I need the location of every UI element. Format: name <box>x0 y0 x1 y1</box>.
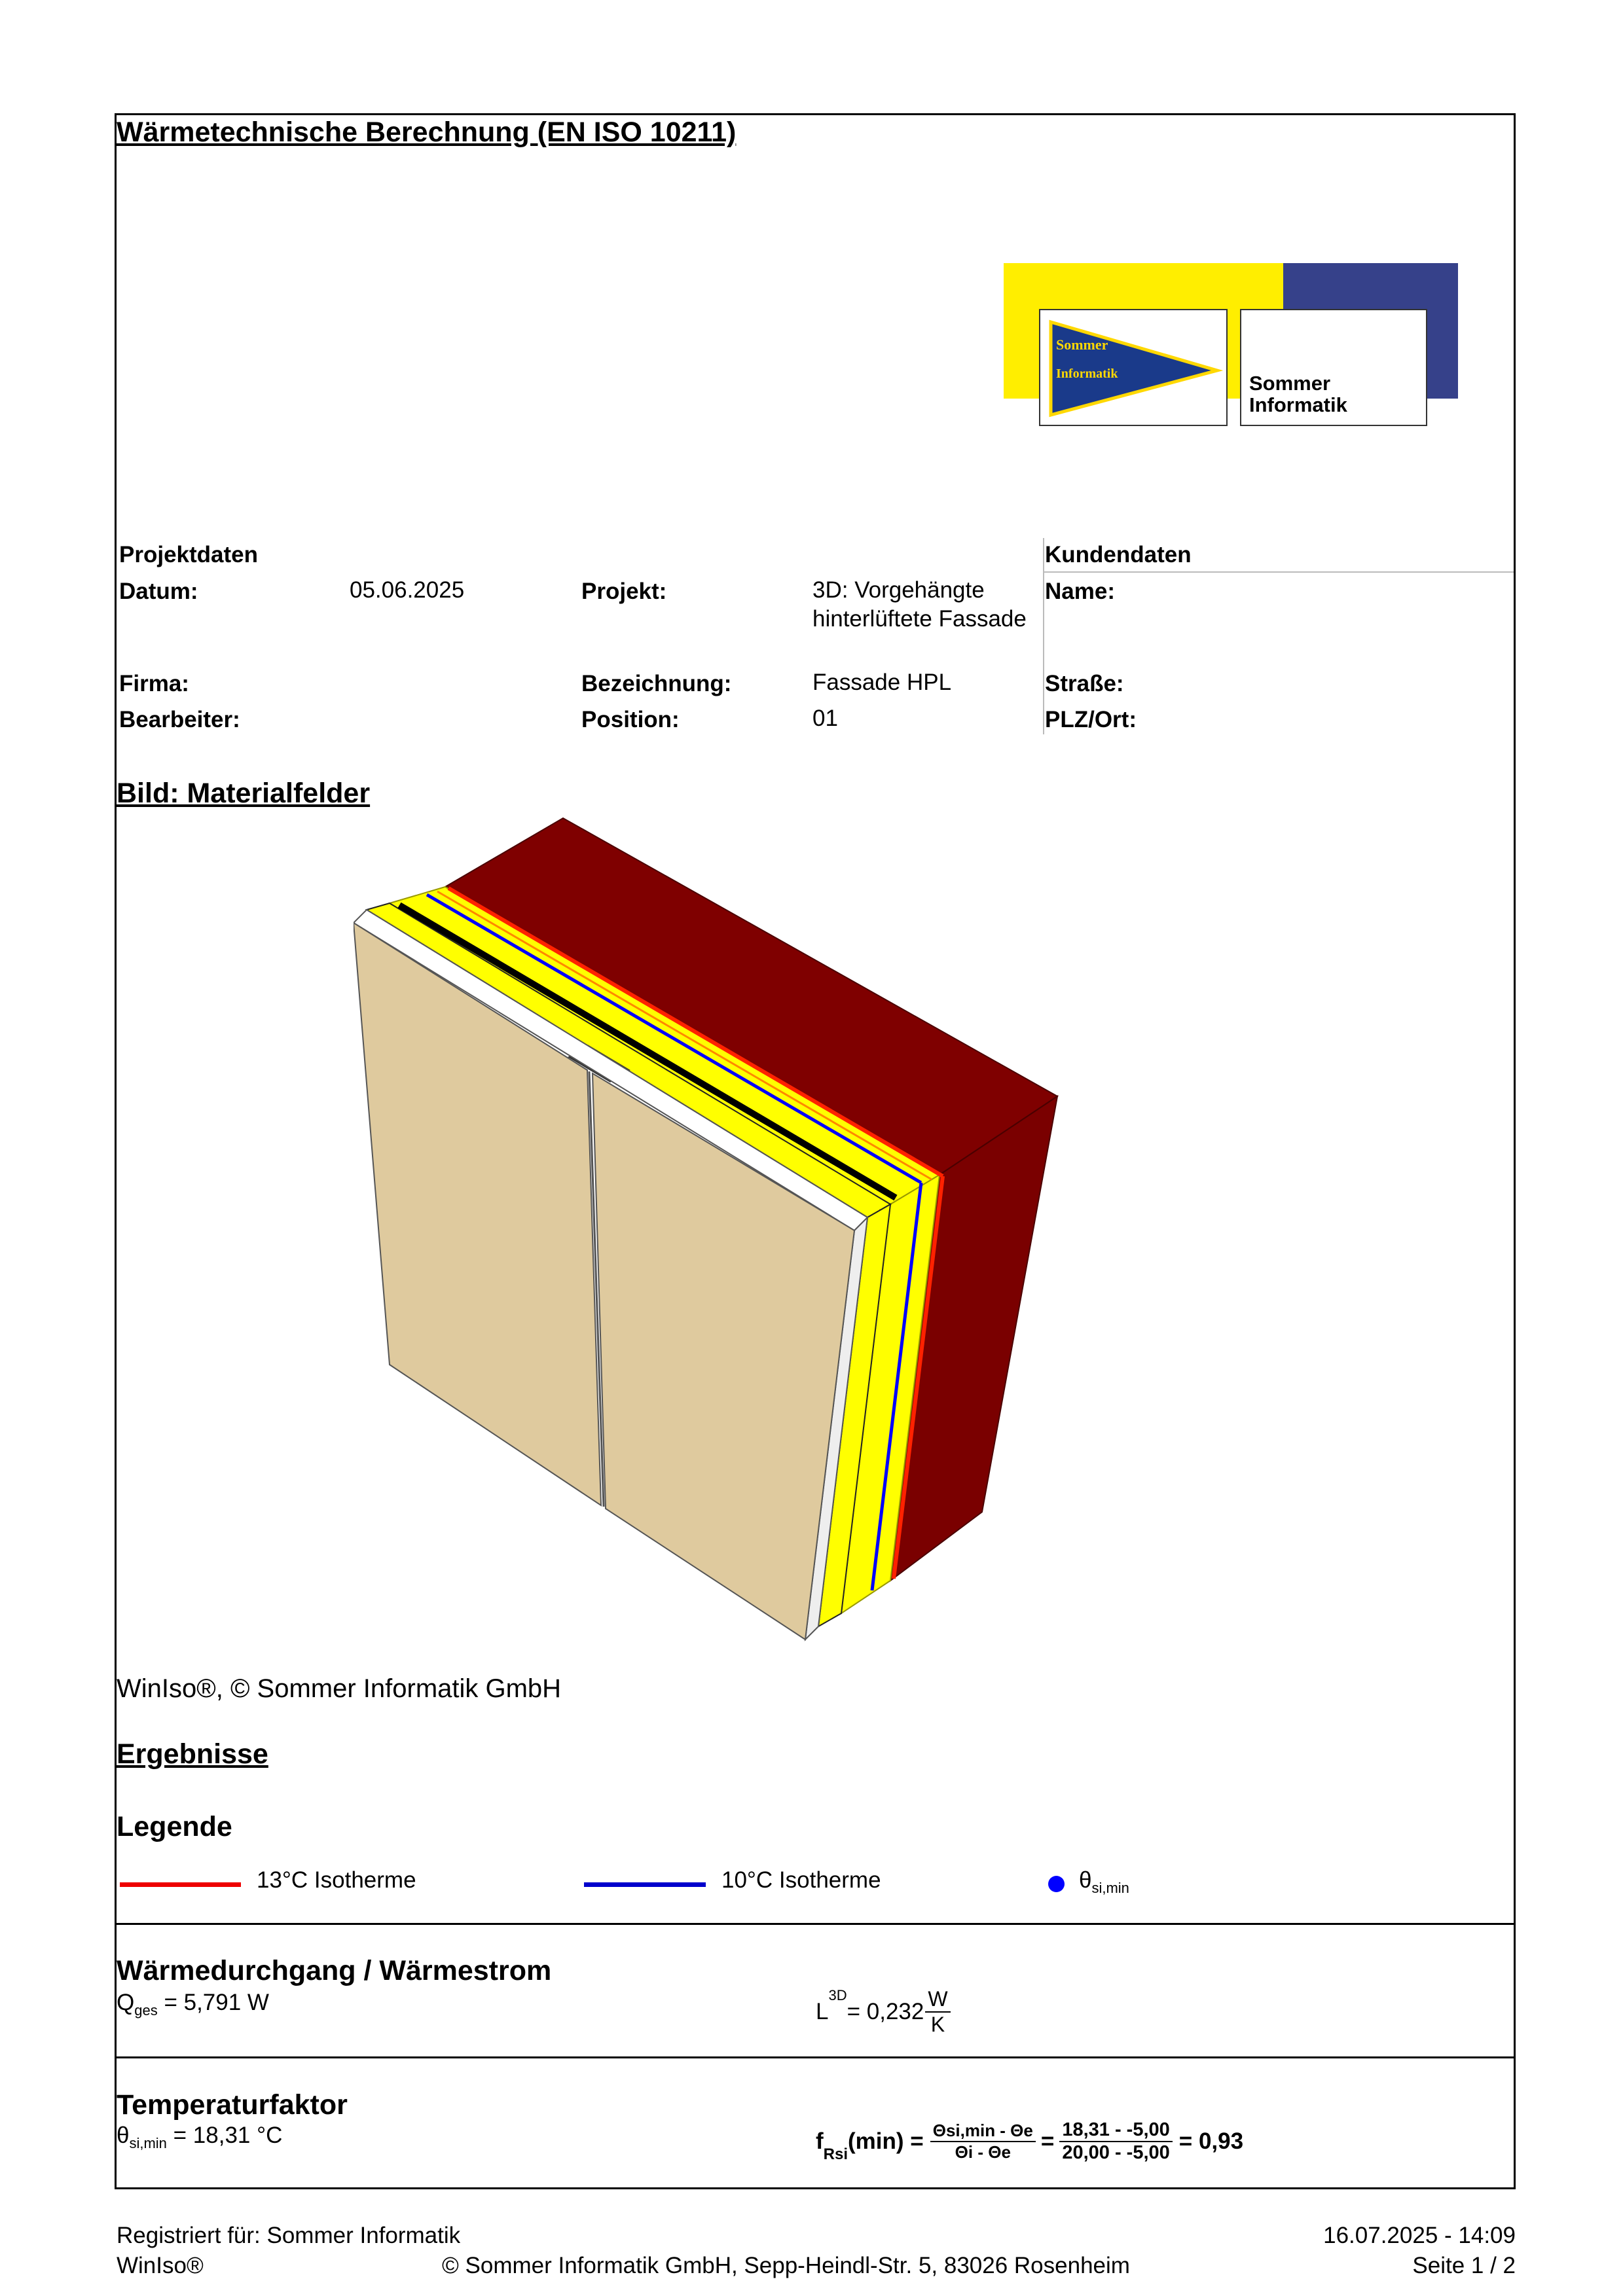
legend-label-theta: $\theta_{si,min}$ <box>1079 1867 1129 1896</box>
footer-copyright: © Sommer Informatik GmbH, Sepp-Heindl-Str. 5, 83026 Rosenheim <box>442 2253 1130 2278</box>
table-divider-h <box>1043 571 1514 573</box>
project-section-label: Projektdaten <box>119 542 258 567</box>
heatflow-title: Wärmedurchgang / Wärmestrom <box>117 1955 552 1986</box>
materialfelder-figure <box>354 812 1074 1689</box>
bezeichnung-label: Bezeichnung: <box>581 671 732 696</box>
position-label: Position: <box>581 707 680 732</box>
footer-datetime: 16.07.2025 - 14:09 <box>1323 2223 1516 2248</box>
strasse-label: Straße: <box>1045 671 1124 696</box>
customer-section-label: Kundendaten <box>1045 542 1192 567</box>
figure-caption: WinIso®, © Sommer Informatik GmbH <box>117 1674 562 1703</box>
results-title: Ergebnisse <box>117 1738 268 1770</box>
logo-text-box <box>1240 309 1427 426</box>
figure-title: Bild: Materialfelder <box>117 778 371 809</box>
bearbeiter-label: Bearbeiter: <box>119 707 240 732</box>
legend-label-10: 10°C Isotherme <box>721 1867 881 1893</box>
position-value: 01 <box>812 706 838 731</box>
footer-registered: Registriert für: Sommer Informatik <box>117 2223 461 2248</box>
name-label: Name: <box>1045 579 1115 604</box>
q-total: $Q_{ges} = 5,791$ W <box>117 1990 269 2018</box>
tempfactor-title: Temperaturfaktor <box>117 2089 348 2121</box>
separator-1 <box>115 1923 1516 1925</box>
table-divider <box>1043 538 1044 734</box>
projekt-label: Projekt: <box>581 579 667 604</box>
logo-text-sommer: Sommer <box>1056 336 1108 353</box>
legend-dot-theta <box>1048 1876 1065 1892</box>
l3d-value: L $^{3D}$ = 0,232 $\frac{W}{K}$ <box>816 1987 951 2037</box>
frsi-formula: f $_{Rsi}$ (min) = $\frac{\text{Θsi,min - Θe}}{\Theta i - \Theta e}$ = $\frac{18,31 - -5,00}{20,00 - -5,00}$ = 0,93 <box>816 2119 1244 2163</box>
logo-text-informatik: Informatik <box>1056 367 1118 381</box>
logo-company-line2: Informatik <box>1249 393 1347 416</box>
theta-si-min: $\theta_{si,min} = 18,31$ °C <box>117 2123 283 2151</box>
footer-product: WinIso® <box>117 2253 204 2278</box>
page-title: Wärmetechnische Berechnung (EN ISO 10211) <box>117 117 737 148</box>
legend-label-13: 13°C Isotherme <box>257 1867 416 1893</box>
separator-2 <box>115 2056 1516 2058</box>
firma-label: Firma: <box>119 671 189 696</box>
bezeichnung-value: Fassade HPL <box>812 670 952 695</box>
logo-company-line1: Sommer <box>1249 372 1331 395</box>
datum-label: Datum: <box>119 579 198 604</box>
legend-line-13 <box>120 1882 241 1887</box>
plz-label: PLZ/Ort: <box>1045 707 1137 732</box>
projekt-value: 3D: Vorgehängte hinterlüftete Fassade <box>812 577 1027 632</box>
legend-line-10 <box>584 1882 706 1887</box>
logo-pennant-box <box>1039 309 1228 426</box>
company-logo <box>1004 263 1458 416</box>
legend-title: Legende <box>117 1811 232 1842</box>
datum-value: 05.06.2025 <box>350 577 465 603</box>
footer-page: Seite 1 / 2 <box>1412 2253 1516 2278</box>
